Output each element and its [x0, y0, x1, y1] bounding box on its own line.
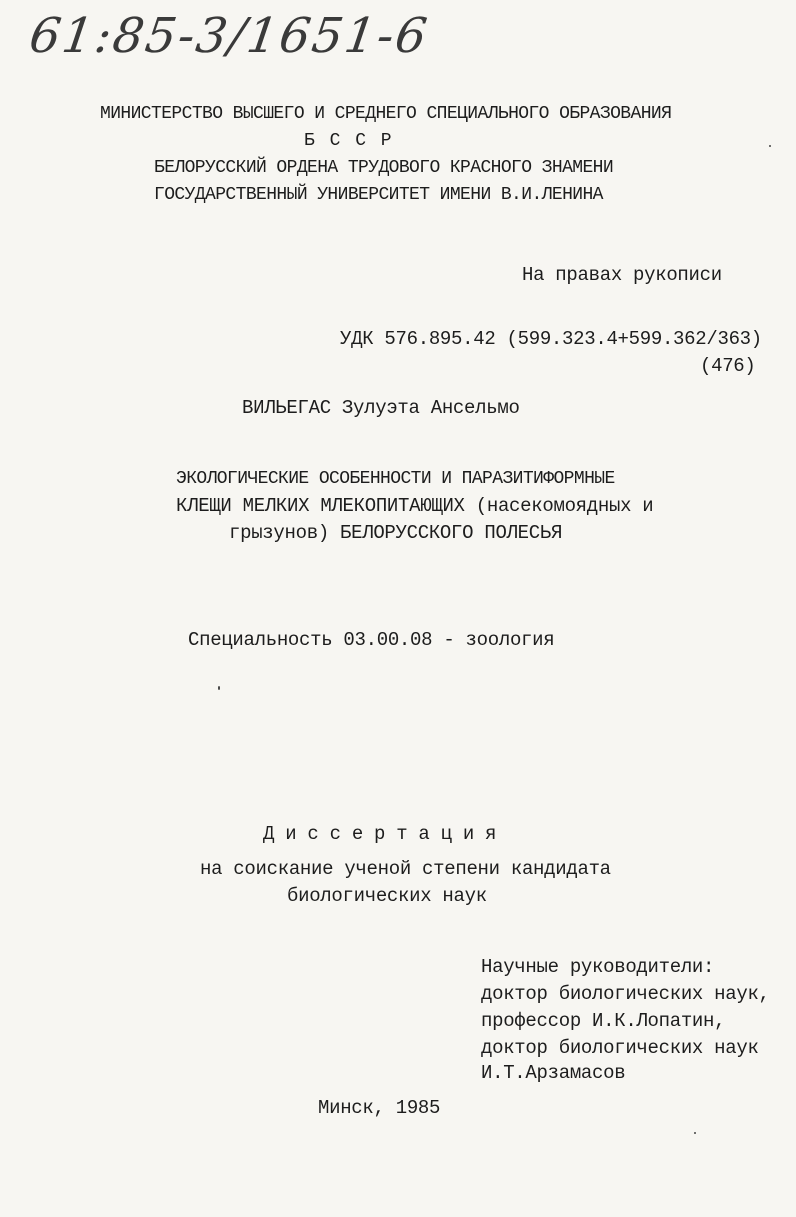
advisors-label: Научные руководители:	[481, 956, 715, 978]
degree-line-1: на соискание ученой степени кандидата	[200, 858, 611, 880]
title-line-3: грызунов) БЕЛОРУССКОГО ПОЛЕСЬЯ	[229, 522, 563, 544]
udc-line-1: УДК 576.895.42 (599.323.4+599.362/363)	[340, 328, 762, 350]
advisor-line-4: И.Т.Арзамасов	[481, 1062, 626, 1084]
title-line-2: КЛЕЩИ МЕЛКИХ МЛЕКОПИТАЮЩИХ (насекомоядных и	[176, 495, 654, 517]
advisor-line-3: доктор биологических наук	[481, 1037, 759, 1059]
advisor-line-2: профессор И.К.Лопатин,	[481, 1010, 726, 1032]
dissertation-heading: Д и с с е р т а ц и я	[263, 823, 497, 845]
udc-line-2: (476)	[700, 355, 756, 377]
university-line-1: БЕЛОРУССКИЙ ОРДЕНА ТРУДОВОГО КРАСНОГО ЗНАМЕНИ	[154, 158, 614, 178]
degree-line-2: биологических наук	[287, 885, 487, 907]
title-line-1: ЭКОЛОГИЧЕСКИЕ ОСОБЕННОСТИ И ПАРАЗИТИФОРМНЫЕ	[176, 469, 615, 489]
handwritten-archive-mark: 61:85-3/1651-6	[26, 8, 433, 64]
republic-line: Б С С Р	[304, 131, 394, 151]
author-name: ВИЛЬЕГАС Зулуэта Ансельмо	[242, 397, 520, 419]
advisor-line-1: доктор биологических наук,	[481, 983, 770, 1005]
specialty-line: Специальность 03.00.08 - зоология	[188, 629, 555, 651]
place-year: Минск, 1985	[318, 1097, 441, 1119]
university-line-2: ГОСУДАРСТВЕННЫЙ УНИВЕРСИТЕТ ИМЕНИ В.И.ЛЕНИНА	[154, 185, 603, 205]
scan-speck	[769, 145, 771, 147]
scan-speck	[218, 686, 220, 690]
ministry-line: МИНИСТЕРСТВО ВЫСШЕГО И СРЕДНЕГО СПЕЦИАЛЬНОГО ОБРАЗОВАНИЯ	[100, 104, 672, 124]
manuscript-rights: На правах рукописи	[522, 264, 722, 286]
scan-speck	[694, 1132, 696, 1134]
